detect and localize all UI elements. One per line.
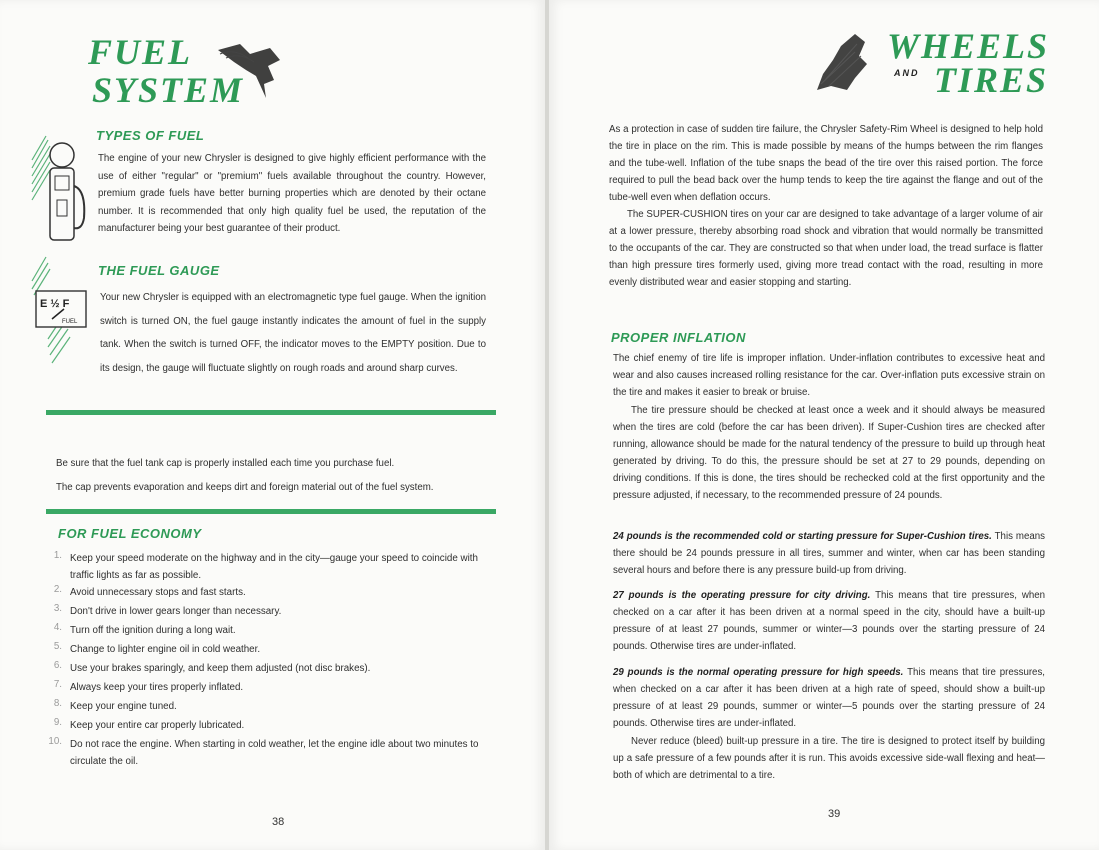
types-of-fuel-heading: TYPES OF FUEL (96, 128, 205, 143)
pressure-29-text: This means that tire pressures, when checked on a car after it has been driven at a high rate of speed, should show a built-up pressure of at least 29 pounds, summer or winter—5 pounds over the starting pressure of 24 pounds. Otherwise tires are under-inflated. (613, 667, 1045, 729)
scribble-decoration-icon (210, 40, 290, 102)
page-number: 38 (272, 816, 285, 828)
pressure-24-text: This means there should be 24 pounds pressure in all tires, summer and winter, when car has been standing several hours and before there is any pressure build-up from driving. (613, 531, 1045, 576)
title-fuel: FUEL (88, 32, 193, 72)
title-tires: TIRES (934, 60, 1049, 100)
fuel-economy-list: 1. Keep your speed moderate on the highway and in the city—gauge your speed to coincide with traffic lights as far as possible. 2. Avoid unnecessary stops and fast starts. 3. Don't drive in lower gears longer than necessary. 4. Turn off the ignition during a long wait. 5. Change to lighter engine oil in cold weather. 6. Use your brakes sparingly, and keep them adjusted (not disc brakes). 7. Always keep your tires properly inflated. 8. Keep your engine tuned. 9. Keep your entire car properly lubricated. 10. Do not race the engine. When starting in cold weather, let the engine idle about two minutes to circulate the oil. (48, 550, 479, 767)
right-page (549, 0, 1099, 850)
bleed-pressure-text: Never reduce (bleed) built-up pressure in a tire. The tire is designed to protect itself by building up a safe pressure of a few pounds after it is run. This avoids excessive side-wall flexing and heat—both of which are detrimental to a tire. (613, 736, 1045, 781)
page-number: 39 (828, 808, 841, 820)
inflation-text-1: The chief enemy of tire life is improper inflation. Under-inflation contributes to excessive heat and wear and also causes increased rolling resistance for the car. Over-inflation puts excessive strain on the tire and makes it easier to break or bruise. (613, 353, 1045, 398)
fuel-gauge-text: Your new Chrysler is equipped with an electromagnetic type fuel gauge. When the ignition switch is turned ON, the fuel gauge instantly indicates the amount of fuel in the supply tank. When the switch is turned OFF, the indicator moves to the EMPTY position. Due to its design, the gauge will fluctuate slightly on rough roads and around sharp curves. (100, 292, 486, 374)
safety-rim-text: As a protection in case of sudden tire failure, the Chrysler Safety-Rim Wheel is designed to help hold the tire in place on the rim. This is made possible by means of the humps between the rim flanges and the tube-well. Inflation of the tube snaps the bead of the tire over this raised portion. The force required to pull the bead back over the hump tends to keep the tire against the flange and out of the tube-well even when deflation occurs. (609, 124, 1043, 203)
fuel-cap-text-2: The cap prevents evaporation and keeps dirt and foreign material out of the fuel system. (56, 482, 434, 493)
section-divider (46, 509, 496, 514)
gauge-scale-label: E ½ F (40, 298, 70, 310)
fuel-cap-text-1: Be sure that the fuel tank cap is properly installed each time you purchase fuel. (56, 458, 395, 469)
proper-inflation-heading: PROPER INFLATION (611, 330, 746, 345)
title-wheels: WHEELS (887, 26, 1050, 66)
fuel-gauge-icon (28, 255, 94, 375)
pressure-24-paragraph (613, 528, 1045, 579)
pressure-27-text: This means that tire pressures, when checked on a car after it has been driven at a normal speed in the city, should have a built-up pressure of at least 27 pounds, summer or winter—3 pounds over the starting pressure of 24 pounds. Otherwise tires are under-inflated. (613, 590, 1045, 652)
pressure-27-paragraph (613, 587, 1045, 655)
pressure-29-paragraph (613, 664, 1045, 732)
left-page (0, 0, 545, 850)
title-and: AND (894, 68, 920, 78)
pressure-29-heading: 29 pounds is the normal operating pressure for high speeds. (613, 667, 904, 678)
pressure-27-heading: 27 pounds is the operating pressure for city driving. (613, 590, 871, 601)
fuel-gauge-heading: THE FUEL GAUGE (98, 263, 220, 278)
scribble-decoration-icon (811, 30, 871, 94)
section-divider (46, 410, 496, 415)
fuel-economy-heading: FOR FUEL ECONOMY (58, 526, 202, 541)
types-of-fuel-text: The engine of your new Chrysler is designed to give highly efficient performance with the use of either "regular" or "premium" fuels available throughout the country. However, premium grade fuels have better burning properties which are denoted by their octane number. It is recommended that only high quality fuel be used, the reputation of the manufacturer being your best guarantee of their product. (98, 153, 486, 234)
pressure-24-heading: 24 pounds is the recommended cold or starting pressure for Super-Cushion tires. (613, 531, 992, 542)
inflation-text-2: The tire pressure should be checked at least once a week and it should always be measured when the tires are cold (before the car has been driven). If Super-Cushion tires are checked after running, allowance should be made for the natural tendency of the pressure to build up through heat generated by driving. To do this, the pressure should be set at 27 to 29 pounds, depending on driving conditions. If this is done, the tires should be rechecked cold at the first opportunity and the pressure adjusted, if necessary, to the recommended pressure of 24 pounds. (613, 405, 1045, 501)
gauge-fuel-label: FUEL (62, 319, 78, 325)
gas-pump-icon (30, 130, 92, 245)
super-cushion-text: The SUPER-CUSHION tires on your car are designed to take advantage of a larger volume of air at a lower pressure, thereby absorbing road shock and vibration that would normally be transmitted to the occupants of the car. They are constructed so that when under load, the tread surface is flatter than high pressure tires formerly used, giving more tread contact with the road, resulting in more evenly distributed wear and easier stopping and starting. (609, 209, 1043, 288)
title-system: SYSTEM (92, 70, 245, 110)
